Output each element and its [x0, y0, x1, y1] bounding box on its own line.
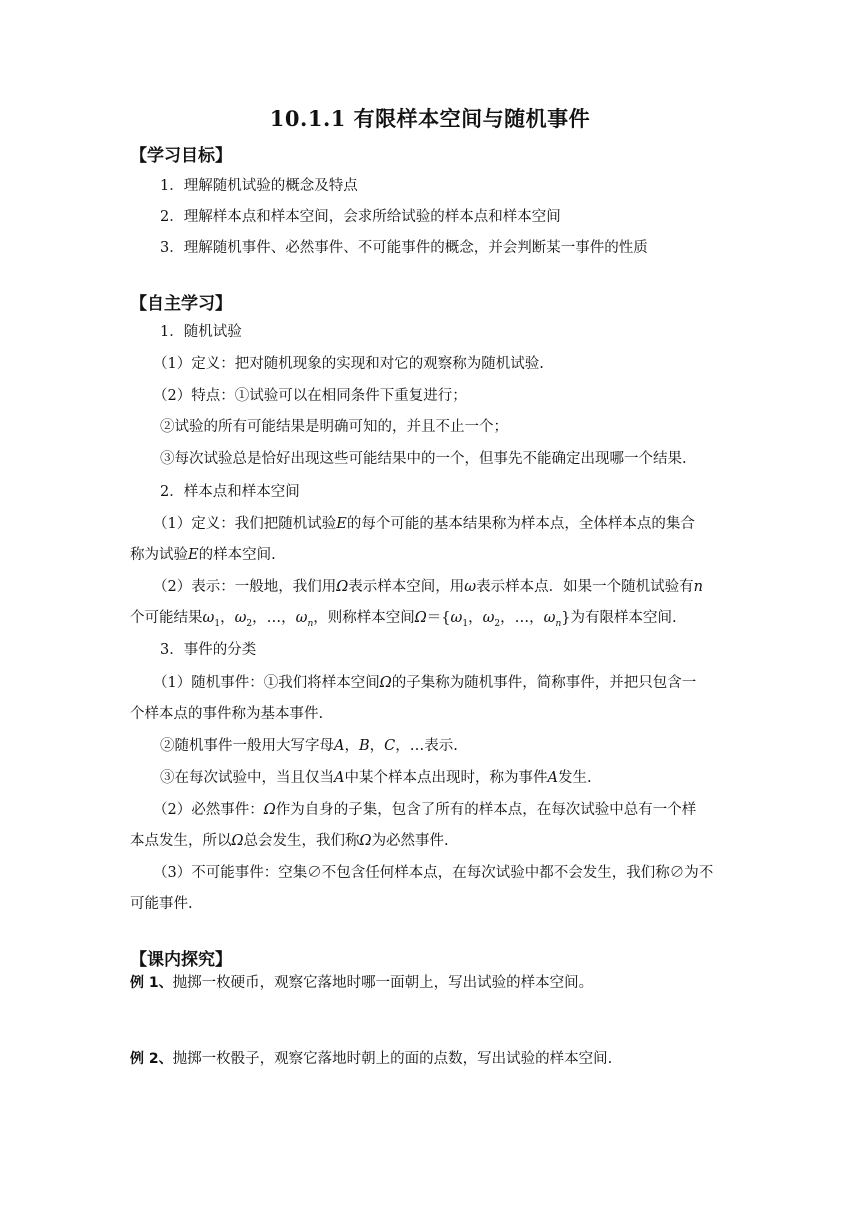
section-2-notation-line-1: （2）表示：一般地，我们用Ω表示样本空间，用ω表示样本点．如果一个随机试验有n [153, 579, 703, 595]
section-1-feature-3: ③每次试验总是恰好出现这些可能结果中的一个，但事先不能确定出现哪一个结果. [160, 451, 687, 467]
section-3-certain-event-line-1: （2）必然事件：Ω作为自身的子集，包含了所有的样本点，在每次试验中总有一个样 [153, 802, 697, 818]
section-3-random-event-line-2: 个样本点的事件称为基本事件. [130, 706, 324, 722]
section-2-definition-line-2: 称为试验E的样本空间. [130, 547, 276, 563]
section-3-occurrence: ③在每次试验中，当且仅当A中某个样本点出现时，称为事件A发生. [160, 770, 592, 786]
section-3-random-event-line-1: （1）随机事件：①我们将样本空间Ω的子集称为随机事件，简称事件，并把只包含一 [153, 675, 697, 691]
section-3-impossible-event-line-2: 可能事件. [130, 896, 193, 912]
section-1-feature-1: （2）特点：①试验可以在相同条件下重复进行； [153, 388, 467, 404]
in-class-exploration-heading: 【课内探究】 [130, 950, 232, 970]
example-2: 例 2、抛掷一枚骰子，观察它落地时朝上的面的点数，写出试验的样本空间. [130, 1051, 613, 1067]
section-3-impossible-event-line-1: （3）不可能事件：空集∅不包含任何样本点，在每次试验中都不会发生，我们称∅为不 [153, 865, 714, 881]
section-3-notation: ②随机事件一般用大写字母A，B，C，…表示. [160, 738, 458, 754]
goal-item-2: 2．理解样本点和样本空间，会求所给试验的样本点和样本空间 [160, 209, 561, 225]
section-3-certain-event-line-2: 本点发生，所以Ω总会发生，我们称Ω为必然事件. [130, 833, 449, 849]
section-1-definition: （1）定义：把对随机现象的实现和对它的观察称为随机试验. [153, 356, 544, 372]
section-1-feature-2: ②试验的所有可能结果是明确可知的，并且不止一个； [160, 419, 508, 435]
section-1-heading: 1．随机试验 [160, 324, 242, 340]
section-2-definition-line-1: （1）定义：我们把随机试验E的每个可能的基本结果称为样本点，全体样本点的集合 [153, 516, 695, 532]
self-study-heading: 【自主学习】 [130, 294, 232, 314]
section-2-notation-line-2: 个可能结果$\omega_1$，$\omega_2$，…，$\omega_n$，则称样本空间$\Omega=\{\omega_1$，$\omega_2$，…，$\omega_n$}为有限样本空间. [130, 610, 677, 629]
page-title: 10.1.1 有限样本空间与随机事件 [269, 106, 591, 131]
goal-item-1: 1．理解随机试验的概念及特点 [160, 178, 358, 194]
example-1: 例 1、抛掷一枚硬币，观察它落地时哪一面朝上，写出试验的样本空间。 [130, 975, 594, 991]
learning-goals-heading: 【学习目标】 [130, 146, 232, 166]
goal-item-3: 3．理解随机事件、必然事件、不可能事件的概念，并会判断某一事件的性质 [160, 240, 648, 256]
section-3-heading: 3．事件的分类 [160, 642, 257, 658]
section-2-heading: 2．样本点和样本空间 [160, 484, 300, 500]
